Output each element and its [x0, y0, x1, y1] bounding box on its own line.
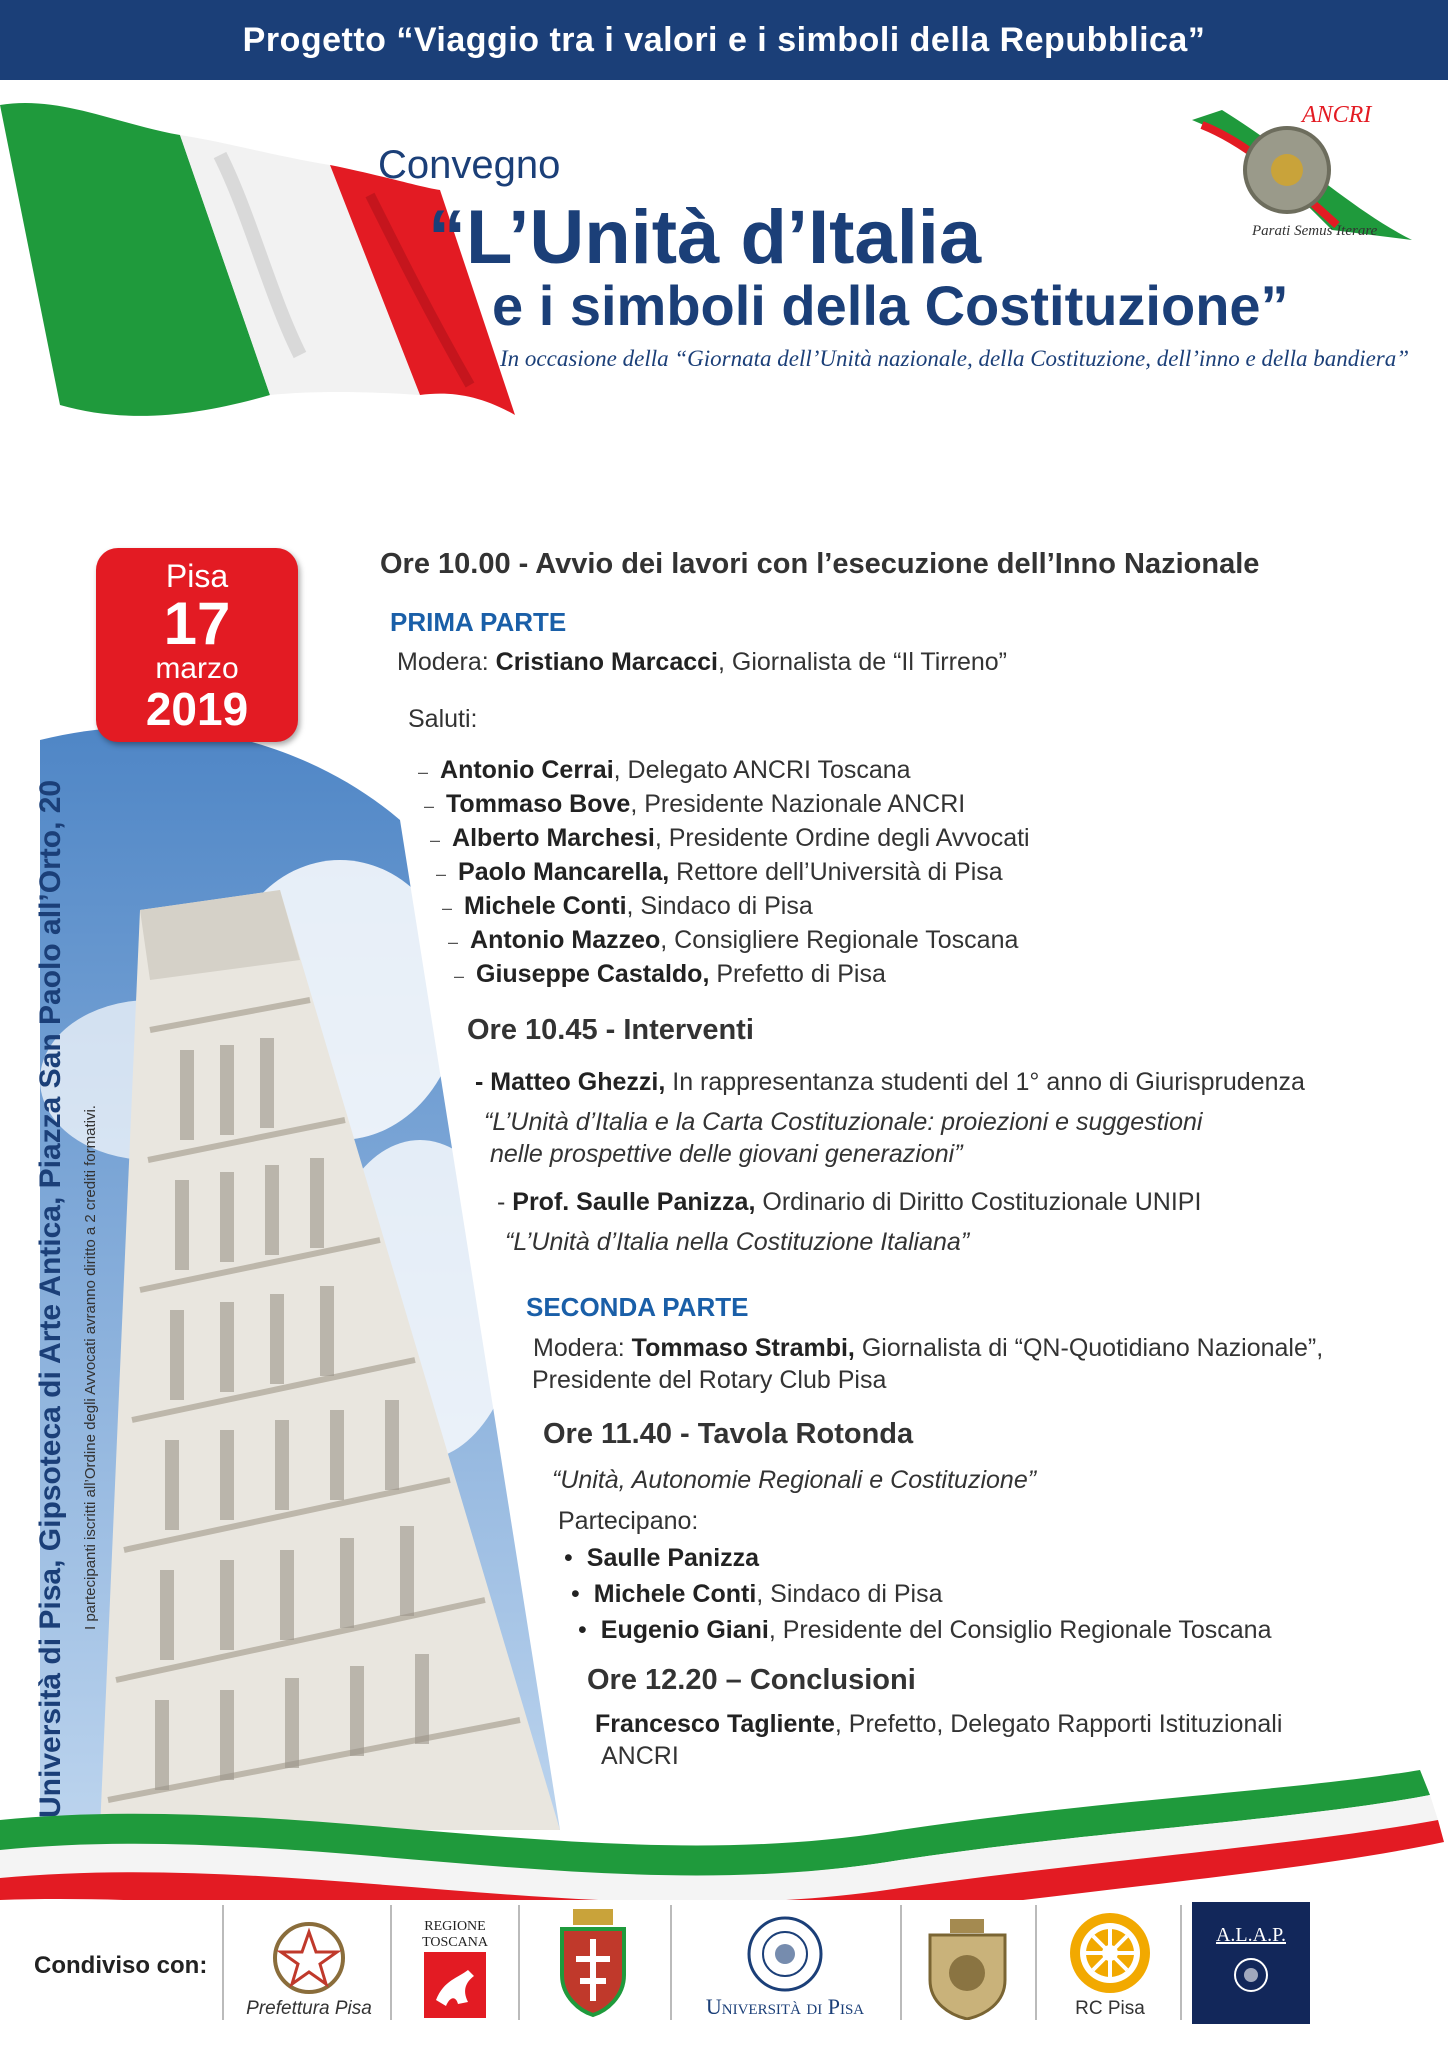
tavola-quote: “Unità, Autonomie Regionali e Costituzione” [552, 1466, 1037, 1494]
divider [222, 1905, 224, 2020]
saluti-item: – Tommaso Bove, Presidente Nazionale ANCRI [424, 790, 966, 818]
intervento2-quote: “L’Unità d’Italia nella Costituzione Italiana” [505, 1228, 970, 1256]
intervento1: - Matteo Ghezzi, In rappresentanza studenti del 1° anno di Giurisprudenza [475, 1068, 1305, 1096]
event-date-badge [96, 548, 298, 742]
logo-caption-regione: REGIONE TOSCANA [422, 1919, 488, 1950]
conclusioni: Francesco Tagliente, Prefetto, Delegato Rapporti Istituzionali [595, 1710, 1283, 1738]
event-year: 2019 [145, 683, 249, 735]
part1-heading: PRIMA PARTE [390, 607, 567, 637]
rotary-wheel-icon [1065, 1908, 1155, 1998]
opening-time: Ore 10.00 - Avvio dei lavori con l’esecuzione dell’Inno Nazionale [380, 548, 1260, 580]
main-title-line1: “L’Unità d’Italia [428, 195, 982, 280]
saluti-label: Saluti: [408, 705, 478, 733]
tricolour-ribbon [0, 1750, 1448, 1900]
pegasus-icon [422, 1950, 488, 2020]
conclusioni-line2: ANCRI [601, 1742, 679, 1770]
saluti-item: – Paolo Mancarella, Rettore dell’Università di Pisa [436, 858, 1003, 886]
moderator2-line2: Presidente del Rotary Club Pisa [532, 1366, 887, 1394]
event-venue: Università di Pisa, Gipsoteca di Arte Antica, Piazza San Paolo all’Orto, 20 [34, 779, 67, 1818]
credits-note: I partecipanti iscritti all’Ordine degli Avvocati avranno diritto a 2 crediti formativi. [82, 1105, 99, 1630]
republic-emblem-icon [269, 1918, 349, 1998]
university-seal-icon [740, 1914, 830, 1994]
moderator2: Modera: Tommaso Strambi, Giornalista di “QN-Quotidiano Nazionale”, [533, 1334, 1324, 1362]
saluti-item: – Alberto Marchesi, Presidente Ordine degli Avvocati [430, 824, 1030, 852]
ancri-name: ANCRI [1302, 102, 1372, 128]
divider [390, 1905, 392, 2020]
tavola-time: Ore 11.40 - Tavola Rotonda [543, 1418, 914, 1450]
moderator1: Modera: Cristiano Marcacci, Giornalista de “Il Tirreno” [397, 648, 1007, 676]
conclusioni-time: Ore 12.20 – Conclusioni [587, 1664, 916, 1696]
partecipante-item: • Eugenio Giani, Presidente del Consiglio Regionale Toscana [578, 1616, 1272, 1644]
saluti-item: – Antonio Cerrai, Delegato ANCRI Toscana [418, 756, 911, 784]
partecipante-item: • Saulle Panizza [564, 1544, 760, 1572]
logo-regione [400, 1905, 510, 2020]
alap-emblem-icon [1231, 1955, 1271, 1995]
event-type: Convegno [378, 143, 561, 187]
event-month: marzo [155, 652, 239, 685]
partecipano-label: Partecipano: [558, 1507, 699, 1535]
divider [670, 1905, 672, 2020]
project-title: Progetto “Viaggio tra i valori e i simboli della Repubblica” [242, 20, 1206, 59]
divider [1180, 1905, 1182, 2020]
logo-prefettura [228, 1905, 390, 2020]
logo-universita [680, 1905, 890, 2020]
occasion-subtitle: In occasione della “Giornata dell’Unità nazionale, della Costituzione, dell’inno e della bandiera” [500, 346, 1410, 371]
logo-alap [1192, 1902, 1310, 2024]
pisa-coat-of-arms-icon [548, 1905, 638, 2020]
partecipante-item: • Michele Conti, Sindaco di Pisa [571, 1580, 943, 1608]
logo-caption-rc: RC Pisa [1075, 1998, 1145, 2019]
event-day: 17 [163, 590, 231, 657]
interventi-time: Ore 10.45 - Interventi [467, 1014, 754, 1046]
saluti-item: – Giuseppe Castaldo, Prefetto di Pisa [454, 960, 886, 988]
intervento2: - Prof. Saulle Panizza, Ordinario di Diritto Costituzionale UNIPI [497, 1188, 1202, 1216]
saluti-item: – Antonio Mazzeo, Consigliere Regionale Toscana [448, 926, 1019, 954]
logo-comune [528, 1905, 658, 2020]
logo-caption-universita: Università di Pisa [705, 1994, 865, 2019]
divider [900, 1905, 902, 2020]
main-title-line2: e i simboli della Costituzione” [492, 274, 1289, 337]
logo-caption-alap: A.L.A.P. [1215, 1924, 1286, 1946]
saluti-item: – Michele Conti, Sindaco di Pisa [442, 892, 813, 920]
project-header [0, 0, 1448, 80]
ancri-logo [1182, 100, 1412, 250]
divider [1035, 1905, 1037, 2020]
logo-caption-prefettura: Prefettura Pisa [246, 1998, 372, 2019]
logo-alap-crest [910, 1905, 1025, 2020]
divider [518, 1905, 520, 2020]
logo-rotary [1045, 1905, 1175, 2020]
heraldic-crest-icon [920, 1915, 1015, 2020]
intervento1-quote-line2: nelle prospettive delle giovani generazioni” [490, 1140, 963, 1168]
ancri-motto: Parati Semus Iterare [1252, 223, 1378, 239]
part2-heading: SECONDA PARTE [526, 1292, 749, 1322]
intervento1-quote-line1: “L’Unità d’Italia e la Carta Costituzionale: proiezioni e suggestioni [484, 1108, 1203, 1136]
shared-label: Condiviso con: [34, 1952, 208, 1979]
event-city: Pisa [165, 558, 229, 594]
